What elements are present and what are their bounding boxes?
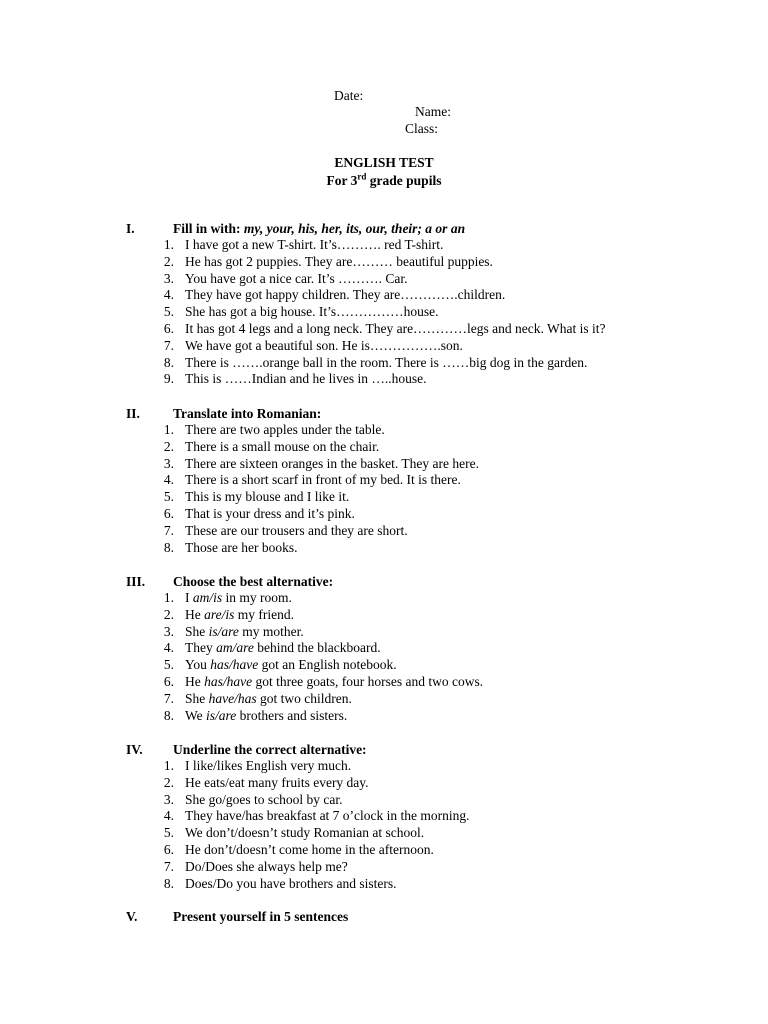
list-item [0, 842, 768, 859]
item-text: He has got 2 puppies. They are……… beautiful puppies. [185, 253, 493, 269]
item-text: They have/has breakfast at 7 o’clock in the morning. [185, 808, 470, 824]
item-number: 4. [163, 640, 174, 656]
date-label: Date: [334, 88, 364, 103]
list-item [0, 825, 768, 842]
item-number: 5. [163, 304, 174, 320]
item-text: You have got a nice car. It’s ………. Car. [185, 270, 408, 286]
item-number: 4. [163, 287, 174, 303]
item-number: 8. [163, 539, 174, 555]
subtitle-suffix: grade pupils [366, 173, 442, 188]
item-number: 7. [163, 690, 174, 706]
name-label: Name: [415, 104, 451, 119]
item-number: 9. [163, 371, 174, 387]
item-text: There is …….orange ball in the room. There is ……big dog in the garden. [185, 354, 588, 370]
list-item [0, 355, 768, 372]
list-item [0, 640, 768, 657]
section-heading [0, 405, 768, 422]
item-number: 7. [163, 858, 174, 874]
list-item [0, 506, 768, 523]
section-number: I. [126, 221, 135, 236]
item-number: 5. [163, 657, 174, 673]
section-2 [0, 405, 768, 556]
alternative-choice: am/is [192, 590, 223, 605]
list-item [0, 523, 768, 540]
item-number: 1. [163, 590, 174, 605]
section-1 [0, 220, 768, 388]
item-number: 7. [163, 337, 174, 353]
list-item [0, 338, 768, 355]
item-number: 7. [163, 522, 174, 538]
item-text: There are sixteen oranges in the basket. They are here. [185, 455, 479, 471]
section-number: V. [126, 909, 138, 924]
item-text: She has got a big house. It’s……………house. [185, 304, 439, 320]
list-item [0, 708, 768, 725]
item-number: 8. [163, 707, 174, 723]
list-item [0, 254, 768, 271]
item-text: Do/Does she always help me? [185, 858, 348, 874]
section-heading [0, 573, 768, 590]
list-item [0, 304, 768, 321]
section-title: Translate into Romanian: [173, 406, 322, 421]
alternative-choice: are/is [204, 606, 235, 622]
list-item [0, 674, 768, 691]
section-title: Fill in with: my, your, his, her, its, our, their; a or an [173, 221, 466, 236]
alternative-choice: have/has [208, 690, 257, 706]
list-item [0, 876, 768, 893]
item-text: He has/have got three goats, four horses and two cows. [185, 673, 484, 689]
section-5 [0, 908, 768, 925]
item-number: 6. [163, 505, 174, 521]
item-number: 3. [163, 623, 174, 639]
item-number: 6. [163, 673, 174, 689]
item-number: 5. [163, 825, 174, 841]
item-text: I am/is in my room. [185, 590, 292, 605]
class-label: Class: [405, 121, 439, 136]
alternative-choice: is/are [206, 707, 237, 723]
item-text: This is my blouse and I like it. [185, 489, 350, 505]
item-text: I like/likes English very much. [185, 758, 352, 773]
item-number: 4. [163, 808, 174, 824]
item-number: 6. [163, 320, 174, 336]
section-title: Underline the correct alternative: [173, 742, 367, 757]
item-text: There is a small mouse on the chair. [185, 438, 380, 454]
section-4 [0, 741, 768, 892]
list-item [0, 624, 768, 641]
item-text: There are two apples under the table. [185, 422, 385, 437]
item-text: These are our trousers and they are short. [185, 522, 408, 538]
item-text: Those are her books. [185, 539, 298, 555]
alternative-choice: am/are [216, 640, 254, 656]
section-number: III. [126, 574, 146, 589]
list-item [0, 590, 768, 607]
item-number: 2. [163, 774, 174, 790]
test-subtitle [0, 172, 768, 190]
item-text: He are/is my friend. [185, 606, 294, 622]
item-text: She go/goes to school by car. [185, 791, 343, 807]
list-item [0, 489, 768, 506]
item-text: You has/have got an English notebook. [185, 657, 397, 673]
list-item [0, 758, 768, 775]
list-item [0, 456, 768, 473]
item-number: 5. [163, 489, 174, 505]
section-title-options: my, your, his, her, its, our, their; a or an [243, 221, 466, 236]
subtitle-prefix: For 3 [326, 173, 358, 188]
alternative-choice: is/are [208, 623, 239, 639]
item-text: They have got happy children. They are………….children. [185, 287, 506, 303]
item-text: She have/has got two children. [185, 690, 352, 706]
list-item [0, 657, 768, 674]
item-text: This is ……Indian and he lives in …..house. [185, 371, 427, 387]
list-item [0, 371, 768, 388]
section-3 [0, 573, 768, 724]
list-item [0, 321, 768, 338]
item-text: She is/are my mother. [185, 623, 304, 639]
item-text: We don’t/doesn’t study Romanian at school. [185, 825, 425, 841]
list-item [0, 271, 768, 288]
section-number: IV. [126, 742, 143, 757]
test-title: ENGLISH TEST [334, 155, 434, 170]
list-item [0, 287, 768, 304]
item-number: 3. [163, 455, 174, 471]
list-item [0, 439, 768, 456]
item-text: It has got 4 legs and a long neck. They are…………legs and neck. What is it? [185, 320, 606, 336]
list-item [0, 540, 768, 557]
item-text: He don’t/doesn’t come home in the afternoon. [185, 841, 434, 857]
list-item [0, 607, 768, 624]
item-number: 2. [163, 438, 174, 454]
list-item [0, 808, 768, 825]
item-text: We is/are brothers and sisters. [185, 707, 348, 723]
section-title: Present yourself in 5 sentences [173, 909, 349, 924]
section-number: II. [126, 406, 140, 421]
list-item [0, 859, 768, 876]
item-number: 1. [163, 422, 174, 437]
alternative-choice: has/have [204, 673, 253, 689]
list-item [0, 422, 768, 439]
list-item [0, 691, 768, 708]
item-text: I have got a new T-shirt. It’s………. red T-shirt. [185, 237, 444, 252]
item-number: 1. [163, 758, 174, 773]
item-number: 1. [163, 237, 174, 252]
list-item [0, 472, 768, 489]
item-number: 3. [163, 270, 174, 286]
section-title: Choose the best alternative: [173, 574, 334, 589]
item-text: We have got a beautiful son. He is…………….son. [185, 337, 463, 353]
list-item [0, 237, 768, 254]
item-number: 8. [163, 875, 174, 891]
alternative-choice: has/have [210, 657, 259, 673]
item-text: They am/are behind the blackboard. [185, 640, 381, 656]
subtitle-ordinal-suffix: rd [357, 171, 367, 182]
item-text: There is a short scarf in front of my bed. It is there. [185, 472, 461, 488]
section-heading [0, 741, 768, 758]
list-item [0, 792, 768, 809]
item-number: 3. [163, 791, 174, 807]
item-text: That is your dress and it’s pink. [185, 505, 355, 521]
item-number: 6. [163, 841, 174, 857]
item-number: 2. [163, 253, 174, 269]
item-number: 2. [163, 606, 174, 622]
item-text: He eats/eat many fruits every day. [185, 774, 369, 790]
section-heading [0, 908, 768, 925]
item-number: 4. [163, 472, 174, 488]
section-heading [0, 220, 768, 237]
item-number: 8. [163, 354, 174, 370]
item-text: Does/Do you have brothers and sisters. [185, 875, 397, 891]
list-item [0, 775, 768, 792]
